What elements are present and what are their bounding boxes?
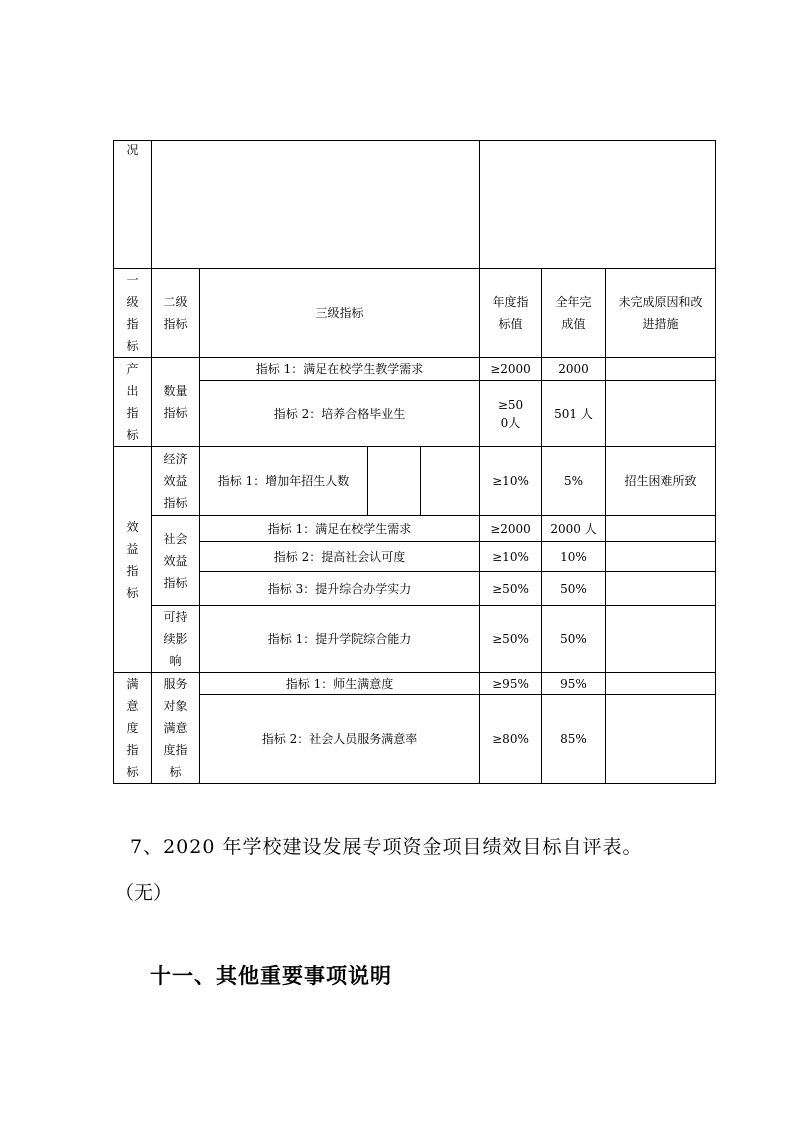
- header-level3: 三级指标: [200, 269, 480, 358]
- top-row: [114, 141, 716, 269]
- done-cell: 85%: [542, 695, 606, 784]
- section-heading: 十一、其他重要事项说明: [150, 964, 392, 988]
- target-cell: ≥50%: [480, 606, 542, 673]
- table-row: [114, 673, 716, 695]
- indicator-cell: 指标 2：提高社会认可度: [200, 542, 480, 572]
- target-cell: ≥80%: [480, 695, 542, 784]
- target-cell: ≥10%: [480, 542, 542, 572]
- done-cell: 2000 人: [542, 516, 606, 542]
- service-label-cell: 服务对象满意度指标: [152, 673, 200, 784]
- indicator-cell: 指标 3：提升综合办学实力: [200, 572, 480, 606]
- empty-cell: [368, 447, 421, 516]
- header-level1: 一级指标: [114, 269, 152, 358]
- reason-cell: [606, 673, 716, 695]
- top-row-right-cell: [480, 141, 716, 269]
- reason-cell: [606, 695, 716, 784]
- done-cell: 50%: [542, 606, 606, 673]
- target-cell: ≥500人: [480, 381, 542, 447]
- performance-table: [113, 140, 716, 784]
- table-row: [114, 606, 716, 673]
- done-cell: 10%: [542, 542, 606, 572]
- economic-label-cell: 经济效益指标: [152, 447, 200, 516]
- header-annual-done: 全年完成值: [542, 269, 606, 358]
- reason-cell: [606, 572, 716, 606]
- done-cell: 95%: [542, 673, 606, 695]
- indicator-cell: 指标 1：满足在校学生需求: [200, 516, 480, 542]
- reason-cell: [606, 381, 716, 447]
- reason-cell: 招生困难所致: [606, 447, 716, 516]
- table-row: [114, 447, 716, 516]
- done-cell: 501 人: [542, 381, 606, 447]
- satisfaction-label-cell: 满意度指标: [114, 673, 152, 784]
- top-row-label: 况: [126, 143, 139, 157]
- top-row-content-cell: [152, 141, 480, 269]
- table-row: [114, 572, 716, 606]
- indicator-cell: 指标 1：提升学院综合能力: [200, 606, 480, 673]
- target-cell: ≥10%: [480, 447, 542, 516]
- sustainable-label-cell: 可持续影响: [152, 606, 200, 673]
- target-cell: ≥2000: [480, 516, 542, 542]
- header-annual-target: 年度指标值: [480, 269, 542, 358]
- reason-cell: [606, 358, 716, 381]
- empty-cell: [421, 447, 480, 516]
- indicator-cell: 指标 1：师生满意度: [200, 673, 480, 695]
- table-row: [114, 542, 716, 572]
- indicator-cell: 指标 1：满足在校学生教学需求: [200, 358, 480, 381]
- table-row: [114, 358, 716, 381]
- done-cell: 50%: [542, 572, 606, 606]
- body-paragraph: 7、2020 年学校建设发展专项资金项目绩效目标自评表。: [130, 836, 643, 858]
- reason-cell: [606, 516, 716, 542]
- done-cell: 5%: [542, 447, 606, 516]
- target-cell: ≥50%: [480, 572, 542, 606]
- quantity-label-cell: 数量指标: [152, 358, 200, 447]
- table-row: [114, 695, 716, 784]
- reason-cell: [606, 606, 716, 673]
- done-cell: 2000: [542, 358, 606, 381]
- header-reason: 未完成原因和改进措施: [606, 269, 716, 358]
- indicator-cell: 指标 2：培养合格毕业生: [200, 381, 480, 447]
- top-row-label-cell: [114, 141, 152, 269]
- header-row: [114, 269, 716, 358]
- target-cell: ≥95%: [480, 673, 542, 695]
- benefit-label-cell: 效益指标: [114, 447, 152, 673]
- output-label-cell: 产出指标: [114, 358, 152, 447]
- indicator-cell: 指标 2：社会人员服务满意率: [200, 695, 480, 784]
- header-level2: 二级指标: [152, 269, 200, 358]
- table-row: [114, 381, 716, 447]
- table-row: [114, 516, 716, 542]
- indicator-cell: 指标 1：增加年招生人数: [200, 447, 368, 516]
- social-label-cell: 社会效益指标: [152, 516, 200, 606]
- body-paragraph-none: （无）: [115, 882, 173, 904]
- reason-cell: [606, 542, 716, 572]
- target-cell: ≥2000: [480, 358, 542, 381]
